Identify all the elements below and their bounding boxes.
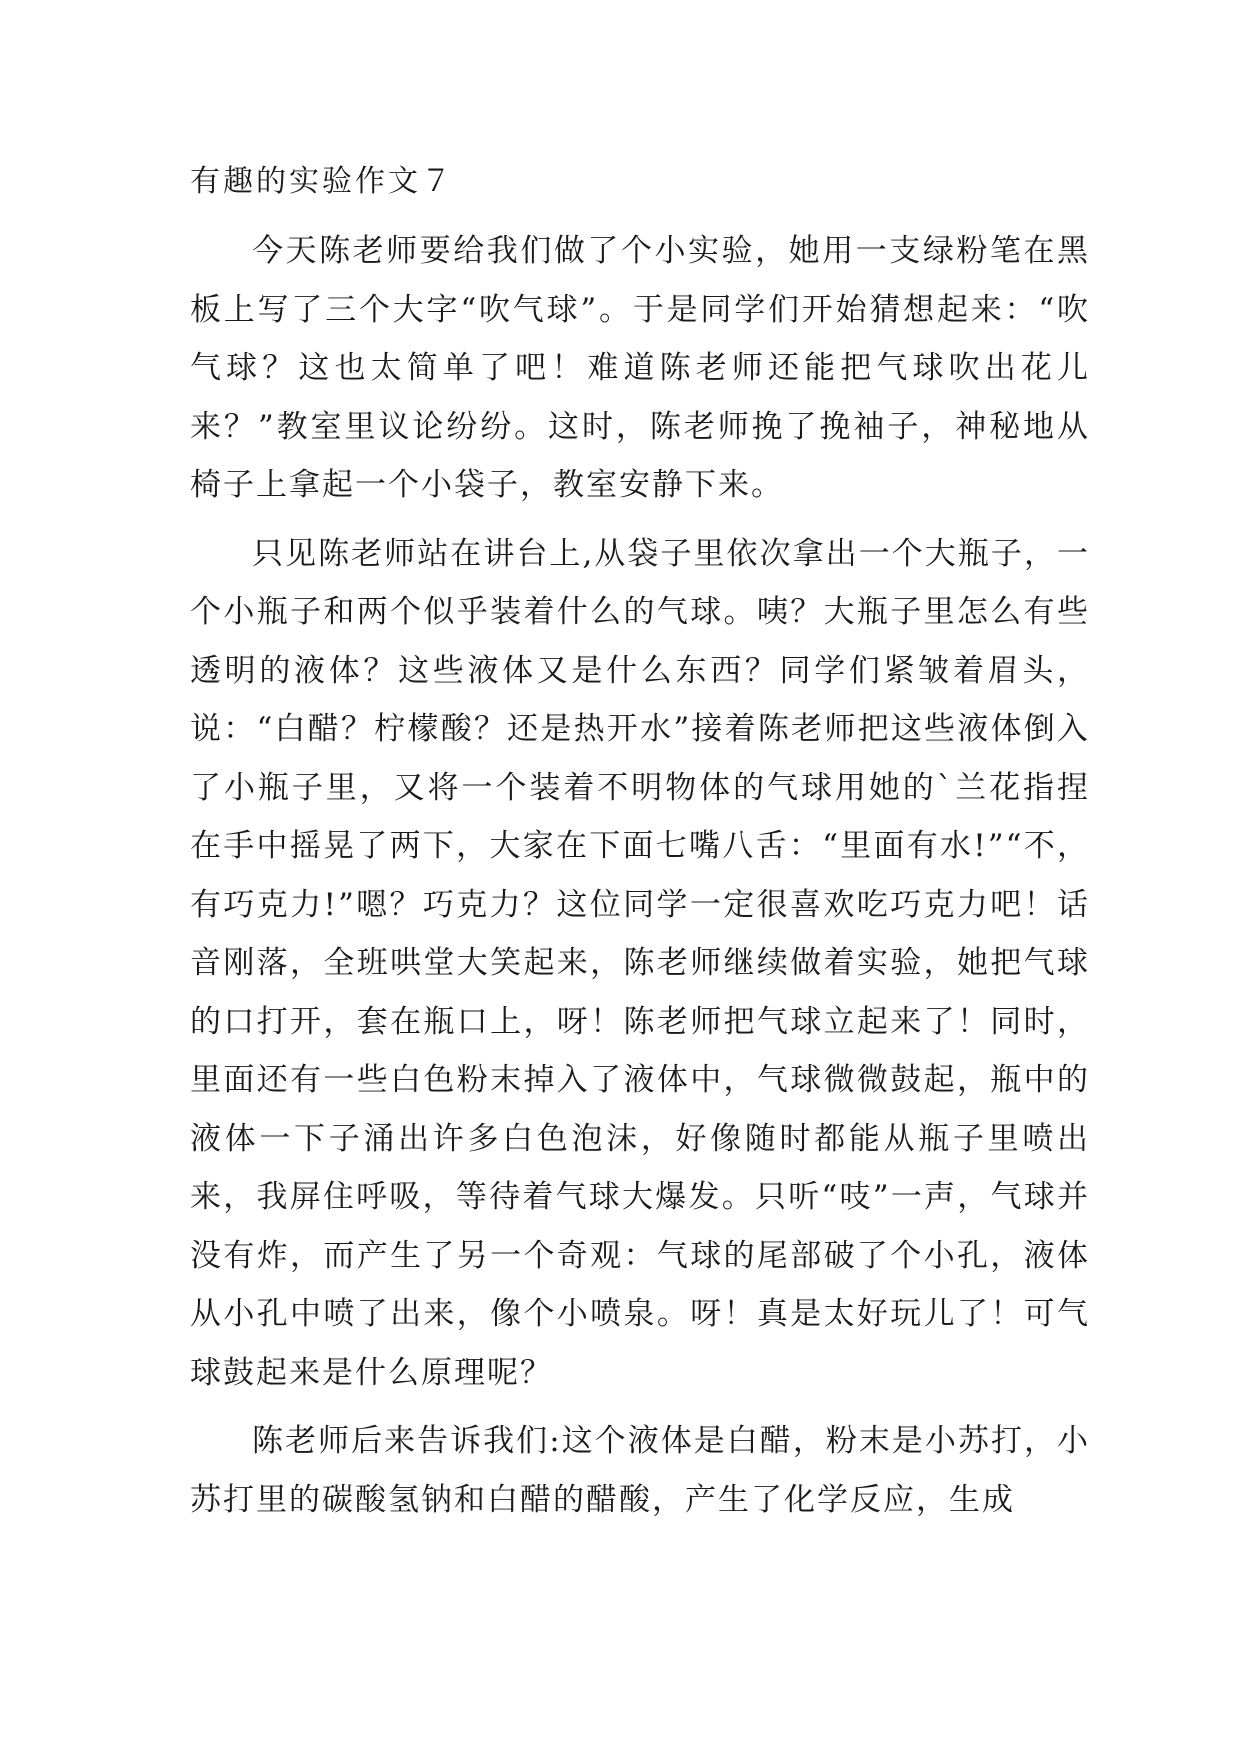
paragraph-1: 今天陈老师要给我们做了个小实验，她用一支绿粉笔在黑板上写了三个大字“吹气球”。于是同学们开始猜想起来：“吹气球？这也太简单了吧！难道陈老师还能把气球吹出花儿来？”教室里议论纷纷。这时，陈老师挽了挽袖子，神秘地从椅子上拿起一个小袋子，教室安静下来。: [190, 233, 1090, 503]
document-body: [190, 160, 1090, 1539]
paragraph-3: 陈老师后来告诉我们:这个液体是白醋，粉末是小苏打，小苏打里的碳酸氢钠和白醋的醋酸，产生了化学反应，生成: [190, 1423, 1090, 1518]
document-title: 有趣的实验作文７: [190, 164, 454, 199]
paragraph-2: 只见陈老师站在讲台上,从袋子里依次拿出一个大瓶子，一个小瓶子和两个似乎装着什么的气球。咦？大瓶子里怎么有些透明的液体？这些液体又是什么东西？同学们紧皱着眉头，说：“白醋？柠檬酸？还是热开水”接着陈老师把这些液体倒入了小瓶子里，又将一个装着不明物体的气球用她的`兰花指捏在手中摇晃了两下，大家在下面七嘴八舌：“里面有水!”“不，有巧克力!”嗯？巧克力？这位同学一定很喜欢吃巧克力吧！话音刚落，全班哄堂大笑起来，陈老师继续做着实验，她把气球的口打开，套在瓶口上，呀！陈老师把气球立起来了！同时，里面还有一些白色粉末掉入了液体中，气球微微鼓起，瓶中的液体一下子涌出许多白色泡沫，好像随时都能从瓶子里喷出来，我屏住呼吸，等待着气球大爆发。只听“吱”一声，气球并没有炸，而产生了另一个奇观：气球的尾部破了个小孔，液体从小孔中喷了出来，像个小喷泉。呀！真是太好玩儿了！可气球鼓起来是什么原理呢？: [190, 535, 1090, 1391]
